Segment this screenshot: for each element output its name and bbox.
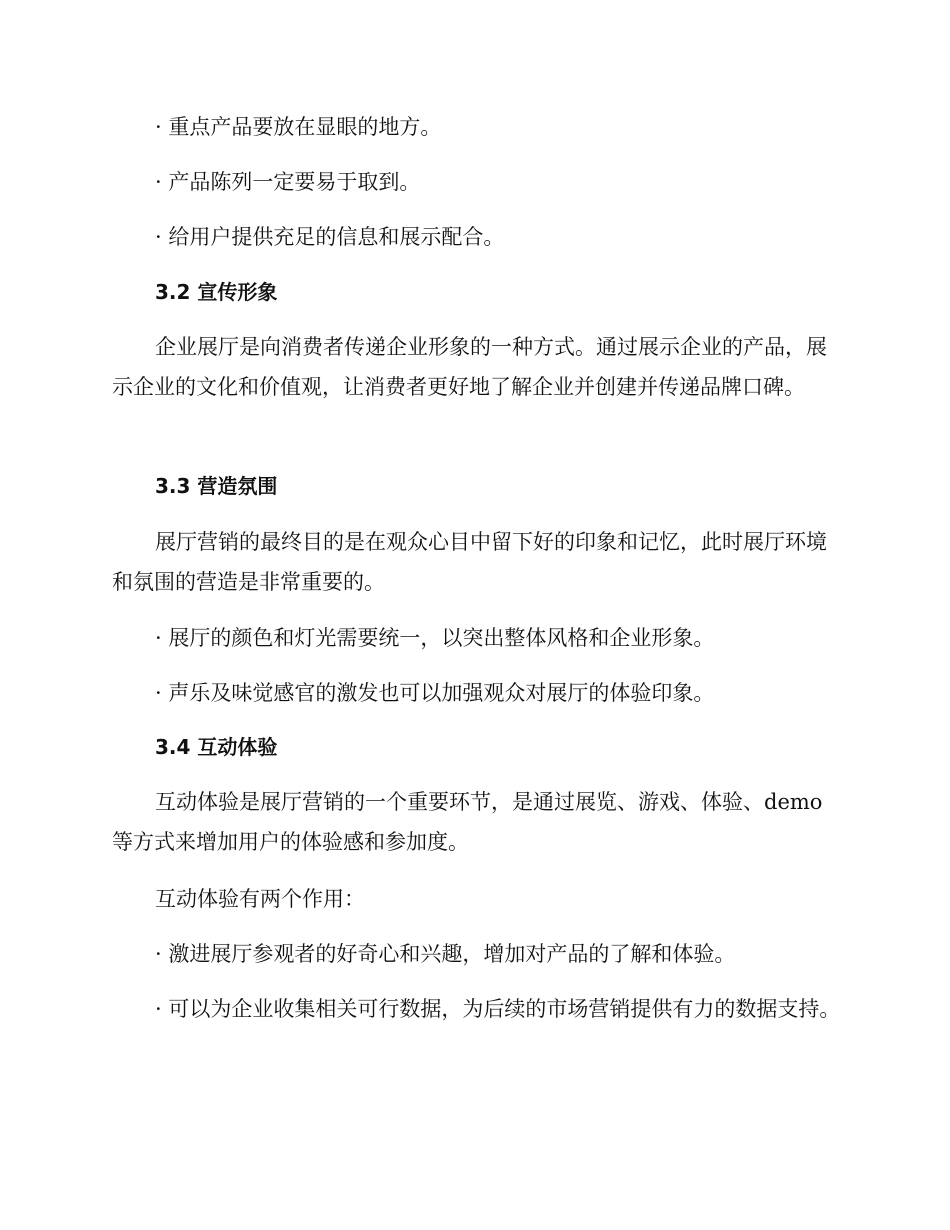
body-paragraph: 企业展厅是向消费者传递企业形象的一种方式。通过展示企业的产品，展示企业的文化和价值观，让消费者更好地了解企业并创建并传递品牌口碑。 — [112, 335, 827, 399]
body-paragraph: 互动体验有两个作用： — [155, 887, 365, 911]
bullet-item: · 声乐及味觉感官的激发也可以加强观众对展厅的体验印象。 — [155, 681, 715, 705]
section-heading: 3.2 宣传形象 — [155, 280, 278, 304]
section-heading: 3.4 互动体验 — [155, 735, 278, 759]
bullet-item: · 可以为企业收集相关可行数据，为后续的市场营销提供有力的数据支持。 — [155, 997, 841, 1021]
body-paragraph: 展厅营销的最终目的是在观众心目中留下好的印象和记忆，此时展厅环境和氛围的营造是非常重要的。 — [112, 530, 827, 594]
section-heading: 3.3 营造氛围 — [155, 474, 278, 498]
bullet-item: · 展厅的颜色和灯光需要统一，以突出整体风格和企业形象。 — [155, 626, 715, 650]
body-paragraph: 互动体验是展厅营销的一个重要环节，是通过展览、游戏、体验、demo等方式来增加用户的体验感和参加度。 — [112, 790, 823, 854]
bullet-item: · 产品陈列一定要易于取到。 — [155, 170, 421, 194]
bullet-item: · 重点产品要放在显眼的地方。 — [155, 115, 442, 139]
bullet-item: · 激进展厅参观者的好奇心和兴趣，增加对产品的了解和体验。 — [155, 942, 736, 966]
bullet-item: · 给用户提供充足的信息和展示配合。 — [155, 225, 505, 249]
